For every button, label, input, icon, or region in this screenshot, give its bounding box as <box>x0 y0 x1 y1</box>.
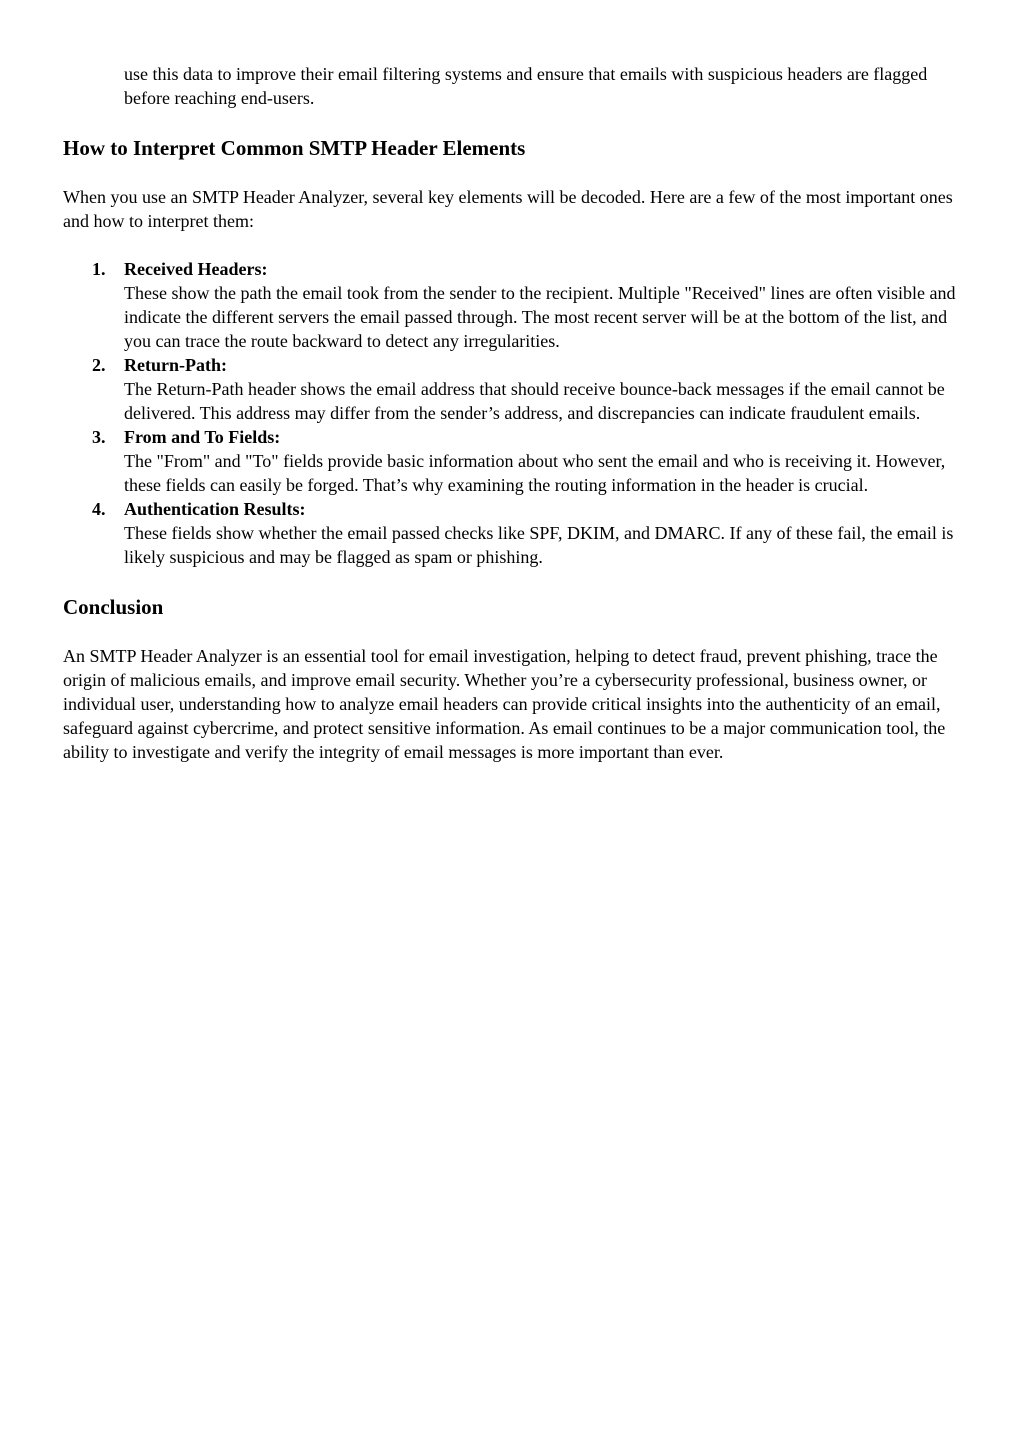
conclusion-paragraph: An SMTP Header Analyzer is an essential tool for email investigation, helping to detect fraud, prevent phishing, trace the origin of malicious emails, and improve email security. Whether you’re a cybersecurity professional, business owner, or individual user, understanding how to analyze email headers can provide critical insights into the authenticity of an email, safeguard against cybercrime, and protect sensitive information. As email continues to be a major communication tool, the ability to investigate and verify the integrity of email messages is more important than ever. <box>63 646 946 762</box>
list-item-title: From and To Fields: <box>124 427 281 447</box>
section-heading-interpret: How to Interpret Common SMTP Header Elements <box>63 136 526 160</box>
list-item-body: The Return-Path header shows the email address that should receive bounce-back messages if the email cannot be delivered. This address may differ from the sender’s address, and discrepancies can indicate fraudulent emails. <box>124 379 945 423</box>
header-elements-list <box>63 257 960 569</box>
list-item <box>63 425 960 497</box>
list-item-body: These fields show whether the email passed checks like SPF, DKIM, and DMARC. If any of these fail, the email is likely suspicious and may be flagged as spam or phishing. <box>124 523 954 567</box>
continuation-paragraph: use this data to improve their email filtering systems and ensure that emails with suspicious headers are flagged before reaching end-users. <box>124 64 928 108</box>
list-item-title: Return-Path: <box>124 355 227 375</box>
list-item-number: 2. <box>92 355 106 375</box>
list-item <box>63 497 960 569</box>
list-item-number: 3. <box>92 427 106 447</box>
list-item-body: These show the path the email took from the sender to the recipient. Multiple "Received" lines are often visible and indicate the different servers the email passed through. The most recent server will be at the bottom of the list, and you can trace the route backward to detect any irregularities. <box>124 283 956 351</box>
list-item-title: Received Headers: <box>124 259 268 279</box>
section-heading-conclusion: Conclusion <box>63 595 164 619</box>
list-item-title: Authentication Results: <box>124 499 306 519</box>
list-item-body: The "From" and "To" fields provide basic information about who sent the email and who is receiving it. However, these fields can easily be forged. That’s why examining the routing information in the header is crucial. <box>124 451 946 495</box>
list-item-number: 1. <box>92 259 106 279</box>
section-intro-paragraph: When you use an SMTP Header Analyzer, several key elements will be decoded. Here are a few of the most important ones and how to interpret them: <box>63 187 953 231</box>
list-item <box>63 353 960 425</box>
list-item-number: 4. <box>92 499 106 519</box>
list-item <box>63 257 960 353</box>
